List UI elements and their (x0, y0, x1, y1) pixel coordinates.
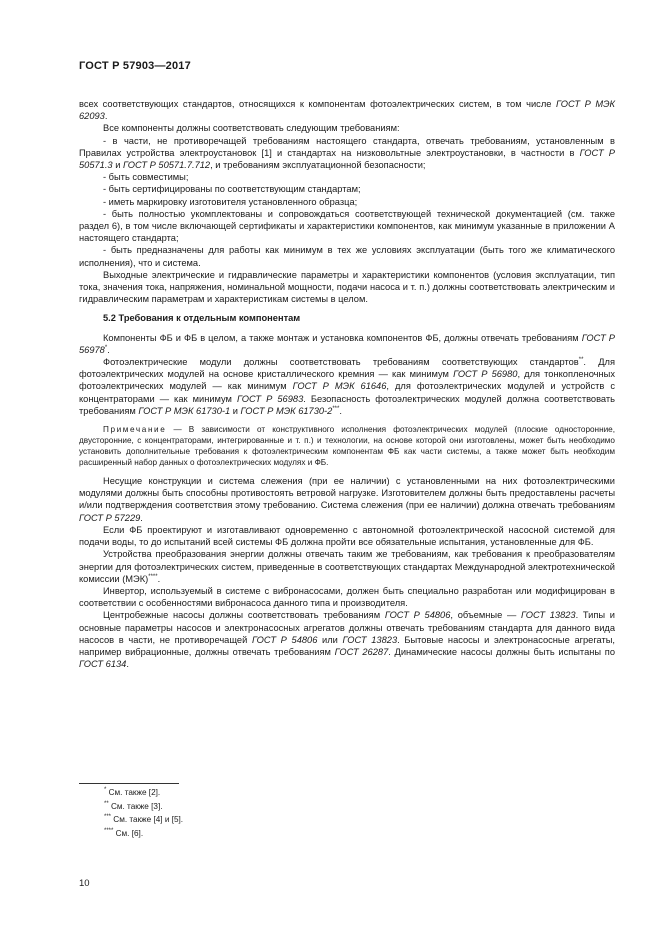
paragraph-requirements-intro: Все компоненты должны соответствовать следующим требованиям: (103, 123, 400, 134)
paragraph-pump-system: Если ФБ проектируют и изготавливают одновременно с автономной фотоэлектрической насосной системой для подачи воды, то до испытаний всей системы ФБ должна пройти все обязательные испытания, установленные для ФБ. (79, 524, 615, 548)
paragraph-documentation: - быть полностью укомплектованы и сопровождаться соответствующей технической документацией (см. также раздел 6), в том числе включающей сертификаты и характеристики компонентов, как минимум указанные в приложении А настоящего стандарта; (79, 208, 615, 244)
list-item: - быть совместимы; (103, 172, 189, 183)
document-header: ГОСТ Р 57903—2017 (79, 60, 191, 72)
footnote: *** См. также [4] и [5]. (104, 814, 184, 824)
section-heading: 5.2 Требования к отдельным компонентам (103, 313, 301, 324)
list-item: - быть сертифицированы по соответствующим стандартам; (103, 184, 361, 195)
paragraph-output-parameters: Выходные электрические и гидравлические параметры и характеристики компонентов (условия эксплуатации, тип тока, значения тока, напряжения, номинальной мощности, подачи насоса и т. п.) должны соответствовать электрическим и гидравлическим параметрам и характеристикам системы в целом. (79, 269, 615, 305)
paragraph-converters: Устройства преобразования энергии должны отвечать таким же требованиям, как требования к преобразователям энергии для фотоэлектрических систем, приведенные в соответствующих стандартах Международной электротехнической комиссии (МЭК)****. (79, 549, 615, 584)
paragraph-pumps: Центробежные насосы должны соответствовать требованиям ГОСТ Р 54806, объемные — ГОСТ 13823. Типы и основные параметры насосов и электронасосных агрегатов должны отвечать требованиям стандарта для данного вида насосов в части, не противоречащей ГОСТ Р 54806 или ГОСТ 13823. Бытовые насосы и электронасосные агрегаты, например вибрационные, должны отвечать требованиям ГОСТ 26287. Динамические насосы должны быть испытаны по ГОСТ 6134. (79, 610, 616, 670)
footnote-divider (79, 783, 179, 784)
note: Примечание — В зависимости от конструктивного исполнения фотоэлектрических модулей (плоские односторонние, двусторонние, с концентраторами, интегрированные и т. п.) и технологии, на основе которой они изготовлены, может быть необходимо установить дополнительные требования к фотоэлектрическим компонентам ФБ как части системы, а также может быть необходим расширенный набор данных о фотоэлектрических модулях и ФБ. (79, 425, 615, 468)
paragraph-inverter: Инвертор, используемый в системе с вибронасосами, должен быть специально разработан или модифицирован в соответствии с особенностями вибронасоса данного типа и производителя. (79, 585, 615, 609)
paragraph-pv-modules: Фотоэлектрические модули должны соответствовать требованиям соответствующих стандартов**. Для фотоэлектрических модулей на основе кристаллического кремния — как минимум ГОСТ Р 56980, для тонкопленочных фотоэлектрических модулей — как минимум ГОСТ Р МЭК 61646, для фотоэлектрических модулей и устройств с концентраторами — как минимум ГОСТ Р 56983. Безопасность фотоэлектрических модулей должна соответствовать требованиям ГОСТ Р МЭК 61730-1 и ГОСТ Р МЭК 61730-2***. (79, 357, 615, 416)
footnote: * См. также [2]. (104, 787, 161, 797)
paragraph-components: Компоненты ФБ и ФБ в целом, а также монтаж и установка компонентов ФБ, должны отвечать требованиям ГОСТ Р 56978*. (79, 332, 615, 355)
paragraph-operating-conditions: - быть предназначены для работы как минимум в тех же условиях эксплуатации (быть того же климатического исполнения), что и система. (79, 245, 615, 268)
document-body (79, 98, 615, 670)
page-number: 10 (79, 878, 90, 889)
footnote: **** См. [6]. (104, 827, 144, 838)
paragraph-electrical-requirements: - в части, не противоречащей требованиям настоящего стандарта, отвечать требованиям, установленным в Правилах устройства электроустановок [1] и стандартах на низковольтные электроустановки, в частности в ГОСТ Р 50571.3 и ГОСТ Р 50571.7.712, и требованиям эксплуатационной безопасности; (79, 135, 615, 171)
footnotes (104, 786, 183, 840)
list-item: - иметь маркировку изготовителя установленного образца; (103, 196, 358, 207)
footnote: ** См. также [3]. (104, 800, 163, 811)
paragraph-continuation: всех соответствующих стандартов, относящихся к компонентам фотоэлектрических систем, в том числе ГОСТ Р МЭК 62093. (79, 99, 615, 122)
note-label: Примечание (103, 425, 167, 435)
paragraph-structures: Несущие конструкции и система слежения (при ее наличии) с установленными на них фотоэлектрическими модулями должны быть способны противостоять ветровой нагрузке. Изготовителем должны быть предоставлены расчеты и/или подтверждения соответствия этому требованию. Система слежения (при ее наличии) должна отвечать требованиям ГОСТ Р 57229. (79, 476, 615, 523)
